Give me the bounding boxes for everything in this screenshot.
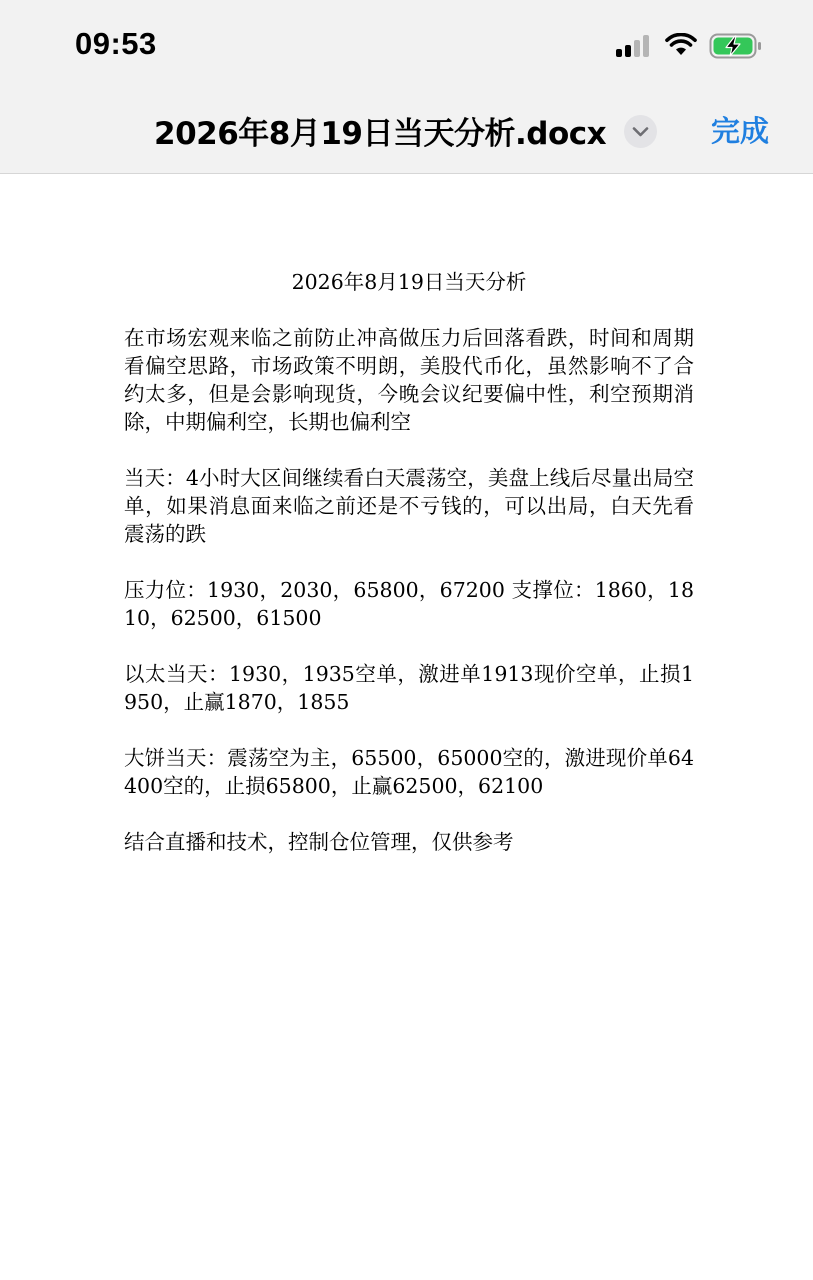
chevron-down-icon xyxy=(632,124,649,139)
document-heading: 2026年8月19日当天分析 xyxy=(291,270,527,294)
document-paragraph: 以太当天：1930，1935空单，激进单1913现价空单，止损1950，止赢1870，1855 xyxy=(124,662,694,714)
wifi-icon xyxy=(665,33,697,57)
cellular-signal-icon xyxy=(616,34,654,58)
done-button[interactable]: 完成 xyxy=(711,114,770,148)
status-time: 09:53 xyxy=(75,26,157,61)
document-body xyxy=(124,268,694,884)
document-paragraph: 压力位：1930，2030，65800，67200 支撑位：1860，1810，62500，61500 xyxy=(124,578,694,630)
document-paragraph: 在市场宏观来临之前防止冲高做压力后回落看跌，时间和周期看偏空思路，市场政策不明朗，美股代币化，虽然影响不了合约太多，但是会影响现货，今晚会议纪要偏中性，利空预期消除，中期偏利空，长期也偏利空 xyxy=(124,326,694,434)
document-title: 2026年8月19日当天分析.docx xyxy=(154,116,607,152)
battery-charging-icon xyxy=(709,32,763,60)
document-paragraph: 当天：4小时大区间继续看白天震荡空，美盘上线后尽量出局空单，如果消息面来临之前还是不亏钱的，可以出局，白天先看震荡的跌 xyxy=(124,466,694,546)
document-paragraph: 大饼当天：震荡空为主，65500，65000空的，激进现价单64400空的，止损65800，止赢62500，62100 xyxy=(124,746,694,798)
title-menu-button[interactable] xyxy=(624,115,657,148)
document-paragraph: 结合直播和技术，控制仓位管理，仅供参考 xyxy=(124,830,514,854)
top-bar xyxy=(0,0,813,174)
